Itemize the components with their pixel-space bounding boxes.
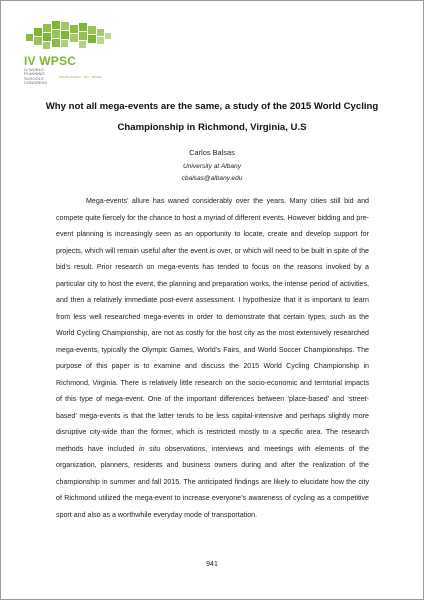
page-number: 941	[206, 561, 218, 568]
logo-tagline: SOUTH AFRICA · RIO · BRAZIL	[59, 75, 103, 79]
author-email: cbalsas@albany.edu	[181, 175, 243, 182]
abstract-paragraph	[56, 193, 369, 523]
abstract-text-part2: observations, interviews and meetings with elements of the organization, planners, residents and business owners during and after the realization of the championship in summer and fall 2015. The anticipated findings are likely to elucidate how the city of Richmond utilized the mega-event to increase everyone’s awareness of cycling as a competitive sport and also as a worthwhile everyday mode of transportation.	[56, 444, 369, 519]
logo-title: IV WPSC	[24, 54, 77, 68]
paper-title: Why not all mega-events are the same, a study of the 2015 World Cycling Championship in Richmond, Virginia, U.S	[45, 101, 379, 133]
author-affiliation: University at Albany	[182, 163, 242, 170]
world-map-puzzle-icon	[24, 20, 134, 54]
conference-logo	[24, 20, 164, 86]
abstract-text-part1: Mega-events’ allure has waned considerably over the years. Many cities still bid and compete quite fiercely for the chance to host a myriad of different events. However bidding and pre-event planning is increasingly seen as an opportunity to locate, create and develop support for projects, which will remain useful after the event is over, or which will need to be built in spite of the bid’s result. Prior research on mega-events has tended to focus on the reasons invoked by a particular city to host the event, the planning and preparation works, the intense period of activities, and then a relatively immediate post-event assessment. I hypothesize that it is important to learn from less well researched mega-events in order to demonstrate that certain types, such as the World Cycling Championship, are not as costly for the host city as the most extensively researched mega-events, typically the Olympic Games, World’s Fairs, and World Soccer Championships. The purpose of this paper is to examine and discuss the 2015 World Cycling Championship in Richmond, Virginia. There is relatively little research on the socio-economic and territorial impacts of this type of mega-event. One of the important differences between ‘place-based’ and ‘street-based’ mega-events is that the latter tends to be less capital-intensive and perhaps slightly more disruptive city-wide than the former, which is restricted mostly to a specific area. The research methods have included	[56, 197, 369, 453]
author-name: Carlos Balsas	[189, 148, 235, 157]
abstract-italic-term: in situ	[139, 444, 161, 453]
logo-subtitle: IV WORLD PLANNING SCHOOLS CONGRESS	[24, 67, 47, 86]
